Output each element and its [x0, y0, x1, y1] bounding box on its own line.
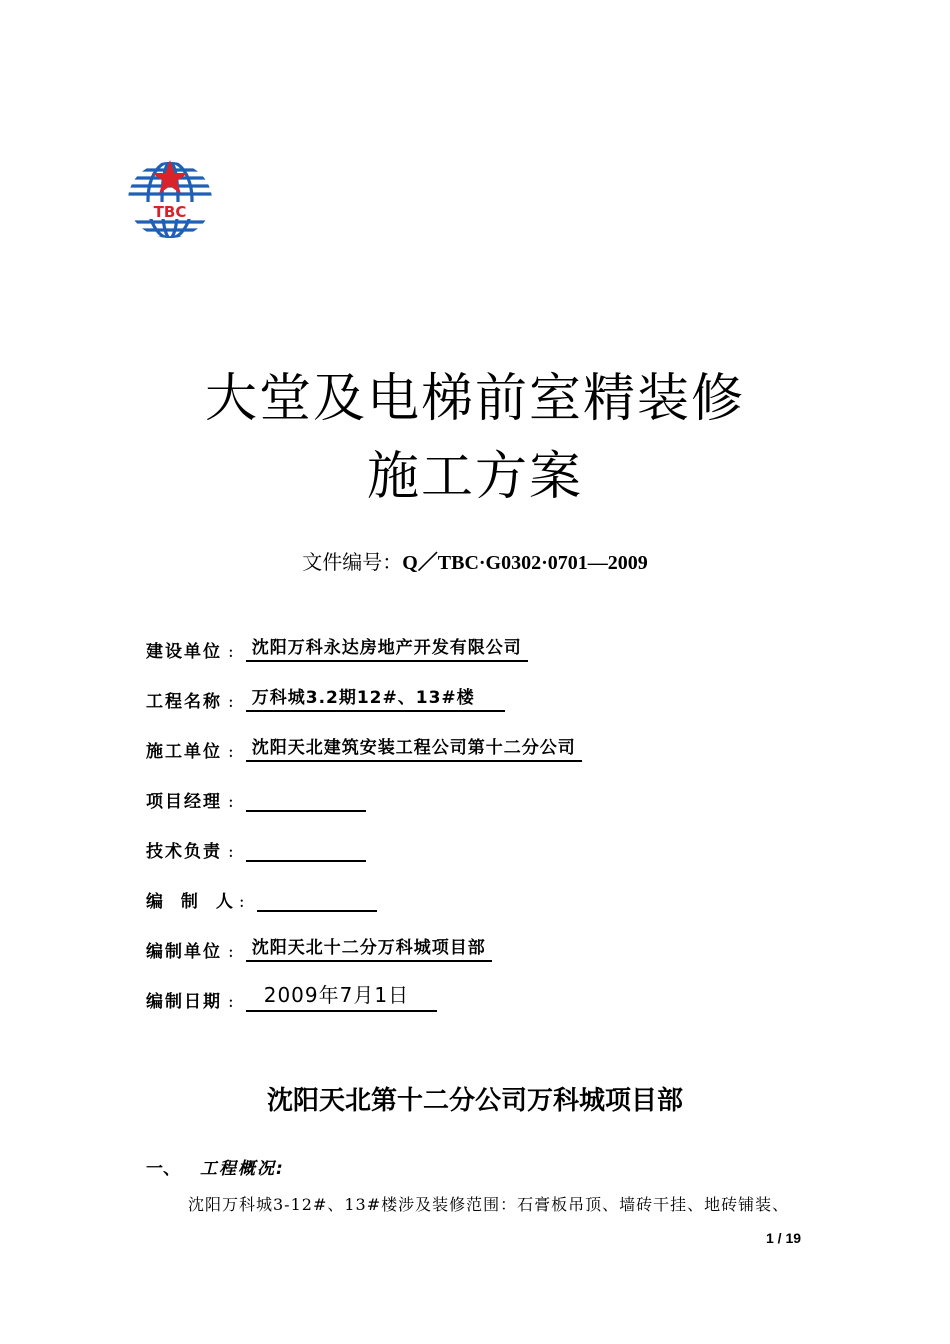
tbc-logo: [126, 158, 214, 240]
field-label: 项目经理: [146, 792, 222, 812]
field-label: 编制日期: [146, 992, 222, 1012]
section-number: 一、: [146, 1159, 180, 1179]
field-colon: :: [228, 792, 234, 812]
field-colon: :: [238, 892, 245, 912]
company-name: 沈阳天北第十二分公司万科城项目部: [266, 1086, 683, 1116]
field-label: 施工单位: [146, 742, 222, 762]
logo-text: TBC: [153, 203, 187, 221]
field-value: 沈阳天北十二分万科城项目部: [246, 933, 492, 962]
field-value: [257, 890, 377, 912]
field-value: [246, 840, 366, 862]
field-colon: :: [228, 992, 234, 1012]
field-label: 编 制 人: [146, 892, 239, 912]
field-label: 工程名称: [146, 692, 222, 712]
field-value: 沈阳天北建筑安装工程公司第十二分公司: [246, 733, 582, 762]
page-number: 1 / 19: [766, 1230, 802, 1246]
field-author: [146, 882, 377, 912]
field-label: 建设单位: [146, 642, 222, 662]
field-colon: :: [228, 742, 234, 762]
section-title: 工程概况: [200, 1159, 276, 1179]
field-value: 沈阳万科永达房地产开发有限公司: [246, 633, 528, 662]
field-label: 技术负责: [146, 842, 222, 862]
field-project-name: [146, 682, 505, 712]
field-colon: :: [228, 842, 234, 862]
field-colon: :: [228, 942, 234, 962]
section-colon: :: [276, 1159, 285, 1179]
field-contractor: [146, 732, 582, 762]
field-project-manager: [146, 782, 366, 812]
section-heading: [146, 1154, 285, 1179]
document-title-line2: 施工方案: [366, 447, 583, 507]
field-colon: :: [228, 642, 234, 662]
field-value: 万科城3.2期12#、13#楼: [246, 683, 505, 712]
field-construction-unit: [146, 632, 528, 662]
document-number-label: 文件编号：: [302, 550, 403, 574]
field-colon: :: [228, 692, 234, 712]
document-number: [0, 546, 950, 575]
field-value: [246, 790, 366, 812]
section-paragraph: 沈阳万科城3-12#、13#楼涉及装修范围：石膏板吊顶、墙砖干挂、地砖铺装、: [188, 1195, 790, 1214]
field-compiling-date: [146, 982, 437, 1012]
field-label: 编制单位: [146, 942, 222, 962]
field-compiling-unit: [146, 932, 492, 962]
document-title-line1: 大堂及电梯前室精装修: [204, 369, 745, 429]
document-number-value: Q／TBC·G0302·0701—2009: [402, 552, 648, 574]
field-value: 2009年7月1日: [246, 979, 437, 1012]
field-technical-lead: [146, 832, 366, 862]
